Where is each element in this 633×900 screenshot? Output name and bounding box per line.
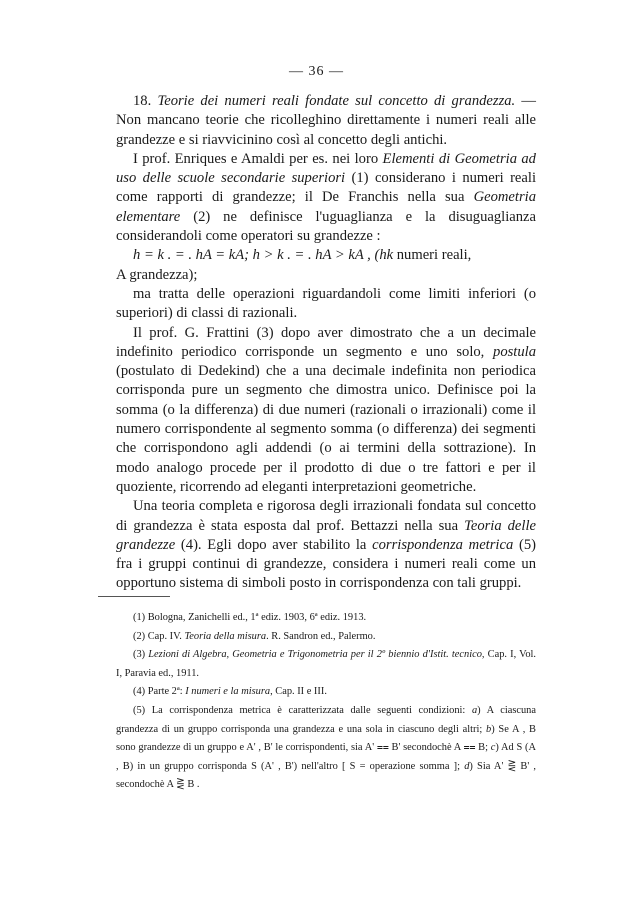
para5-text-b: (4). Egli dopo aver stabilito la: [175, 536, 373, 553]
section-lead: — Non mancano teorie che ricolleghino direttamente i numeri reali alle grandezze e si riavvicinino così al concetto degli antichi.: [116, 93, 536, 148]
book-title-geometria: Geometria elementare: [116, 189, 536, 225]
fn3-a: (3): [133, 649, 149, 661]
fn5-c: ) A ciascuna grandezza di un gruppo corrisponda una grandezza e una sola in ciascuno degli altri;: [116, 704, 536, 735]
emphasis-postula: postula: [493, 343, 536, 360]
main-text: [116, 92, 536, 594]
fn5-f: c: [490, 742, 496, 754]
fn4-a: (4) Parte 2ª:: [133, 686, 186, 698]
section-number: 18.: [133, 93, 152, 109]
fn5-a: (5) La corrispondenza metrica è caratterizzata dalle seguenti condizioni:: [133, 704, 472, 716]
footnote-4: [116, 683, 536, 702]
fn4-c: , Cap. II e III.: [270, 686, 327, 698]
formula-line: [116, 246, 536, 265]
fn2-a: (2) Cap. IV.: [133, 630, 185, 642]
formula-tail: numeri reali,: [393, 247, 472, 264]
fn5-h: d: [464, 760, 470, 772]
section-paragraph: [116, 92, 536, 150]
formula-main: h = k . = . hA = kA; h > k . = . hA > kA , (hk: [133, 247, 394, 264]
fn2-c: . R. Sandron ed., Palermo.: [266, 630, 376, 642]
formula-line-2: A grandezza);: [116, 266, 198, 283]
para4-text-a: Il prof. G. Frattini (3) dopo aver dimostrato che a un decimale indefinito periodico corrisponde un segmento e uno solo,: [116, 324, 536, 360]
footnote-1: (1) Bologna, Zanichelli ed., 1ª ediz. 1903, 6ª ediz. 1913.: [133, 612, 367, 623]
fn5-g: ) Ad S (A , B) in un gruppo corrisponda S (A' , B') nell'altro [ S = operazione somma ];: [116, 742, 536, 772]
footnote-3: [116, 646, 536, 683]
paragraph-limiti: ma tratta delle operazioni riguardandoli come limiti inferiori (o superiori) di classi di razionali.: [116, 285, 536, 322]
footnotes: [116, 609, 536, 795]
fn4-b: I numeri e la misura: [185, 686, 271, 698]
book-title-teoria: Teoria delle grandezze: [116, 517, 537, 553]
para2-text-b: (1) considerano i numeri reali come rapporti di grandezze; il De Franchis nella sua: [116, 170, 536, 206]
paragraph-frattini: [116, 324, 536, 498]
fn3-b: Lezioni di Algebra, Geometria e Trigonometria per il 2º biennio d'Istit. tecnico,: [148, 649, 485, 661]
fn5-b: a: [471, 704, 478, 716]
para2-text-a: I prof. Enriques e Amaldi per es. nei loro: [133, 150, 383, 167]
fn3-c: Cap. I, Vol. I, Paravia ed., 1911.: [116, 649, 536, 679]
para4-text-b: (postulato di Dedekind) che a una decimale indefinita non periodica corrisponda pure un segmento che dimostra unico. Definisce poi la somma (o la differenza) di due numeri (razionali o irrazionali) come il numero corrispondente al segmento somma (o differenza) dei segmenti che corrispondono agli addendi (o ai termini della sottrazione). In modo analogo procede per il prodotto di due o tre fattori e per il quoziente, ricorrendo ad eleganti interpretazioni geometriche.: [116, 363, 536, 495]
page-number: — 36 —: [289, 64, 344, 79]
footnote-divider: [98, 596, 170, 597]
fn5-i: ) Sia A' ⋛ B' , secondochè A ⋛ B .: [116, 760, 536, 791]
section-title: Teorie dei numeri reali fondate sul concetto di grandezza.: [157, 93, 516, 109]
footnote-2: [116, 628, 536, 647]
fn2-b: Teoria della misura: [184, 630, 267, 642]
para2-text-c: (2) ne definisce l'uguaglianza e la disuguaglianza considerandoli come operatori su grandezze :: [116, 208, 536, 245]
book-title-elementi: Elementi di Geometria ad uso delle scuole secondarie superiori: [116, 150, 536, 187]
fn5-d: b: [486, 723, 492, 735]
paragraph-bettazzi: [116, 497, 536, 593]
paragraph-enriques: [116, 150, 536, 246]
fn5-e: ) Se A , B sono grandezze di un gruppo e A' , B' le corrispondenti, sia A' ⩵ B' secondochè A ⩵ B;: [116, 723, 536, 754]
para5-text-c: (5) fra i gruppi continui di grandezze, considera i numeri reali come un opportuno sistema di simboli posto in corrispondenza con tali gruppi.: [116, 536, 536, 592]
term-corrispondenza: corrispondenza metrica: [372, 536, 514, 553]
para5-text-a: Una teoria completa e rigorosa degli irrazionali fondata sul concetto di grandezza è stata esposta dal prof. Bettazzi nella sua: [116, 498, 536, 534]
footnote-5: [116, 702, 536, 795]
